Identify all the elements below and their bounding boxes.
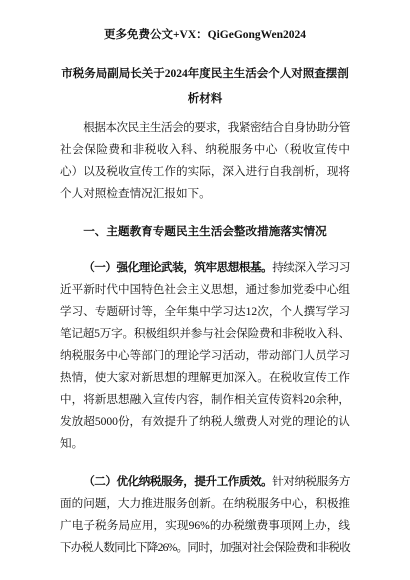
intro-paragraph [60,117,350,205]
subsection-lead: （一）强化理论武装，筑牢思想根基。 [83,261,273,274]
subsection-1-paragraph [60,257,350,455]
paragraph-line: 个人对照检查情况汇报如下。 [60,187,211,200]
paragraph-line: 知。 [60,437,84,450]
paragraph-line: 笔记超5万字。积极组织并参与社会保险费和非税收入科、 [60,327,350,340]
paragraph-line: 下办税人数同比下降26%。同时，加强对社会保险费和非税收 [60,541,350,554]
paragraph-line: 热情，使大家对新思想的理解更加深入。在税收宣传工作 [60,371,350,384]
paragraph-line [60,257,350,279]
document-title: 市税务局副局长关于2024年度民主生活会个人对照查摆剖析材料 [61,68,349,105]
paragraph-line: 中，将新思想融入宣传内容，制作相关宣传资料20余种， [60,393,350,406]
paragraph-line: 根据本次民主生活会的要求，我紧密结合自身协助分管 [83,121,350,134]
promo-header: 更多免费公文+VX：QiGeGongWen2024 [103,29,307,41]
subsection-2-paragraph [60,471,350,559]
subsection-lead: （二）优化纳税服务，提升工作质效。 [83,475,273,488]
paragraph-line: 面的问题，大力推进服务创新。在纳税服务中心，积极推 [60,497,350,510]
line-text: 针对纳税服务方 [272,475,350,488]
section-heading: 一、主题教育专题民主生活会整改措施落实情况 [83,225,327,238]
paragraph-line: 广电子税务局应用，实现96%的办税缴费事项网上办，线 [60,519,350,532]
paragraph-line: 纳税服务中心等部门的理论学习活动，带动部门人员学习 [60,349,350,362]
line-text: 持续深入学习习 [272,261,350,274]
paragraph-line: 近平新时代中国特色社会主义思想，通过参加党委中心组 [60,283,350,296]
paragraph-line: 社会保险费和非税收入科、纳税服务中心（税收宣传中 [60,143,350,156]
paragraph-line: 心）以及税收宣传工作的实际，深入进行自我剖析，现将 [60,165,350,178]
paragraph-line: 学习、专题研讨等，全年集中学习达12次，个人撰写学习 [60,305,350,318]
paragraph-line [60,471,350,493]
paragraph-line: 发放超5000份，有效提升了纳税人缴费人对党的理论的认 [60,415,350,428]
